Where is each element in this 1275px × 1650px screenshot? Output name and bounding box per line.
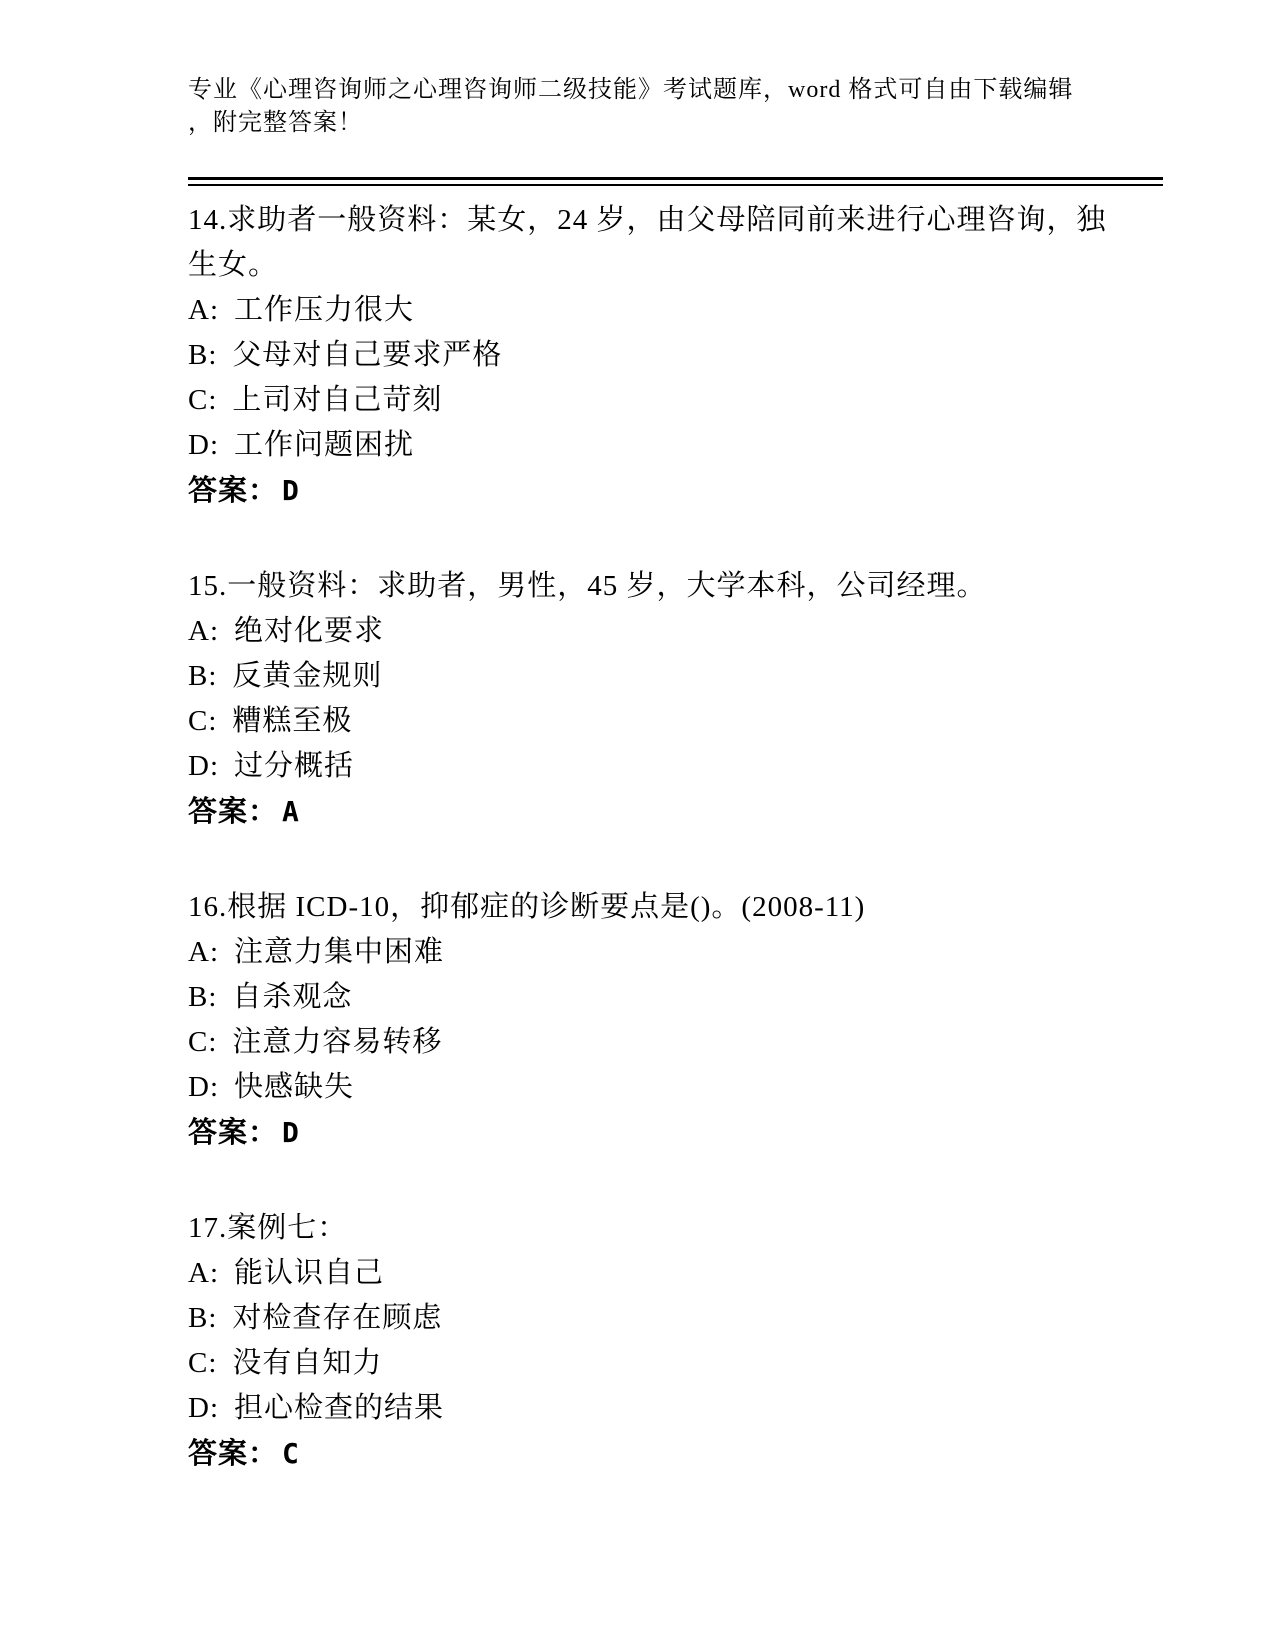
answer-prefix: 答案： (188, 1117, 279, 1149)
question-17 (188, 1206, 1275, 1477)
answer-prefix: 答案： (188, 475, 279, 507)
question-title-line: 16.根据 ICD-10，抑郁症的诊断要点是()。(2008-11) (188, 891, 866, 923)
option-d (188, 1386, 1275, 1431)
option-label: D: (188, 1392, 219, 1424)
option-text: 工作压力很大 (234, 294, 415, 326)
document-header (188, 74, 1275, 140)
question-title-line: 生女。 (188, 249, 279, 281)
option-label: A: (188, 1257, 219, 1289)
option-label: C: (188, 705, 218, 737)
option-c (188, 699, 1275, 744)
option-a (188, 930, 1275, 975)
question-14 (188, 198, 1275, 514)
header-title-line-1: 专业《心理咨询师之心理咨询师二级技能》考试题库，word 格式可自由下载编辑 (188, 77, 1074, 103)
answer-line (188, 1431, 1275, 1477)
answer-line (188, 468, 1275, 514)
answer-value: D (282, 1116, 300, 1149)
option-b (188, 975, 1275, 1020)
question-15 (188, 564, 1275, 835)
option-label: D: (188, 429, 219, 461)
option-c (188, 378, 1275, 423)
header-title-line-2: ，附完整答案！ (188, 110, 363, 136)
header-divider-double-rule (188, 177, 1163, 186)
option-b (188, 654, 1275, 699)
option-text: 工作问题困扰 (234, 429, 415, 461)
option-c (188, 1020, 1275, 1065)
option-label: C: (188, 384, 218, 416)
option-label: A: (188, 615, 219, 647)
option-d (188, 423, 1275, 468)
option-c (188, 1341, 1275, 1386)
option-text: 没有自知力 (232, 1347, 383, 1379)
option-text: 自杀观念 (232, 981, 353, 1013)
option-d (188, 1065, 1275, 1110)
question-title-line: 14.求助者一般资料：某女，24 岁，由父母陪同前来进行心理咨询，独 (188, 204, 1107, 236)
question-title-line: 17.案例七： (188, 1212, 348, 1244)
question-title-line: 15.一般资料：求助者，男性，45 岁，大学本科，公司经理。 (188, 570, 987, 602)
option-d (188, 744, 1275, 789)
option-label: B: (188, 339, 218, 371)
option-b (188, 333, 1275, 378)
option-text: 能认识自己 (234, 1257, 385, 1289)
option-label: C: (188, 1347, 218, 1379)
option-a (188, 1251, 1275, 1296)
answer-value: C (282, 1437, 300, 1470)
option-a (188, 609, 1275, 654)
option-text: 快感缺失 (234, 1071, 355, 1103)
option-label: B: (188, 981, 218, 1013)
option-b (188, 1296, 1275, 1341)
option-text: 上司对自己苛刻 (232, 384, 443, 416)
option-label: B: (188, 660, 218, 692)
option-text: 对检查存在顾虑 (232, 1302, 443, 1334)
question-16 (188, 885, 1275, 1156)
option-label: C: (188, 1026, 218, 1058)
answer-line (188, 789, 1275, 835)
option-label: B: (188, 1302, 218, 1334)
option-text: 注意力集中困难 (234, 936, 445, 968)
questions-list (188, 198, 1275, 1477)
option-text: 担心检查的结果 (234, 1392, 445, 1424)
option-text: 父母对自己要求严格 (232, 339, 503, 371)
option-text: 绝对化要求 (234, 615, 385, 647)
answer-value: A (282, 795, 300, 828)
option-text: 过分概括 (234, 750, 355, 782)
option-text: 注意力容易转移 (232, 1026, 443, 1058)
option-label: D: (188, 1071, 219, 1103)
answer-prefix: 答案： (188, 1438, 279, 1470)
option-label: A: (188, 294, 219, 326)
answer-value: D (282, 474, 300, 507)
option-text: 糟糕至极 (232, 705, 353, 737)
option-label: D: (188, 750, 219, 782)
option-a (188, 288, 1275, 333)
answer-prefix: 答案： (188, 796, 279, 828)
option-text: 反黄金规则 (232, 660, 383, 692)
answer-line (188, 1110, 1275, 1156)
option-label: A: (188, 936, 219, 968)
